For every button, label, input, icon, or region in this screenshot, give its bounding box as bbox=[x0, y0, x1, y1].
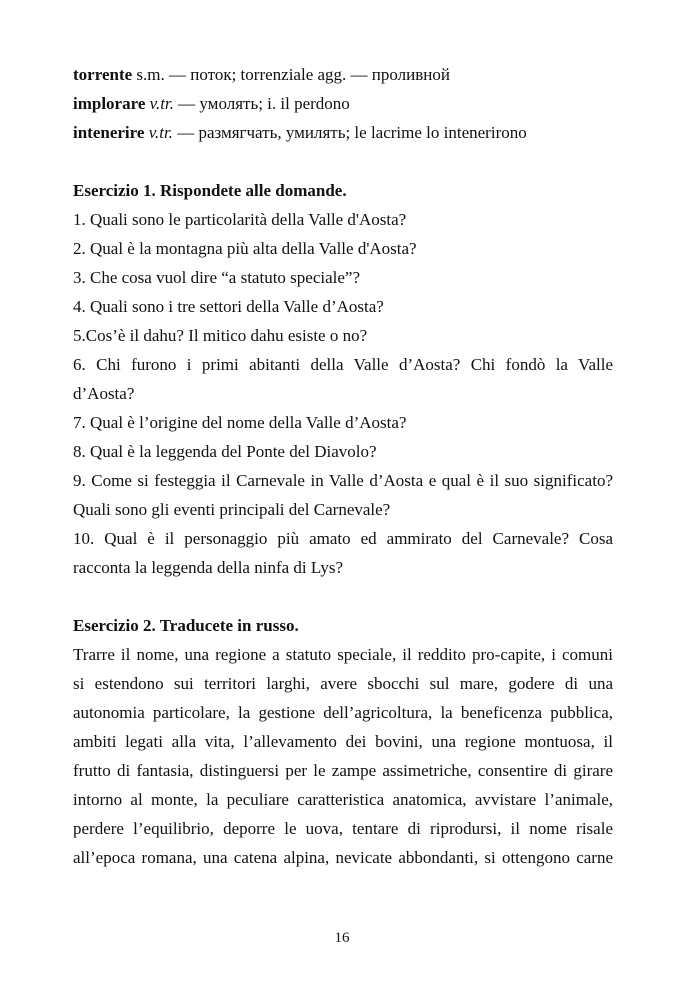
exercise1-line: 7. Qual è l’origine del nome della Valle d’Aosta? bbox=[73, 413, 407, 432]
exercise1-line: 3. Che cosa vuol dire “a statuto speciale”? bbox=[73, 268, 360, 287]
exercise1-line: 5.Cos’è il dahu? Il mitico dahu esiste o no? bbox=[73, 326, 368, 345]
exercise2-title: Esercizio 2. Traducete in russo. bbox=[73, 616, 299, 635]
exercise1-line: 9. Come si festeggia il Carnevale in Valle d’Aosta e qual è il suo significato? bbox=[73, 471, 613, 490]
exercise1-line: 1. Quali sono le particolarità della Valle d'Aosta? bbox=[73, 210, 407, 229]
exercise2-line: autonomia particolare, la gestione dell’agricoltura, la beneficenza pubblica, bbox=[73, 703, 613, 722]
glossary-term: intenerire bbox=[73, 123, 145, 142]
glossary-entry-torrente bbox=[73, 60, 613, 89]
exercise2-line: intorno al monte, la peculiare caratteristica anatomica, avvistare l’animale, bbox=[73, 790, 613, 809]
glossary-term: torrente bbox=[73, 65, 133, 84]
exercise1-line: 2. Qual è la montagna più alta della Valle d'Aosta? bbox=[73, 239, 417, 258]
exercise1-line: d’Aosta? bbox=[73, 384, 135, 403]
glossary-entry-intenerire bbox=[73, 118, 613, 147]
page-number: 16 bbox=[334, 930, 350, 946]
spacer bbox=[73, 582, 613, 611]
exercise1-line: 10. Qual è il personaggio più amato ed ammirato del Carnevale? Cosa bbox=[73, 529, 613, 548]
exercise2-line: frutto di fantasia, distinguersi per le zampe assimetriche, consentire di girare bbox=[73, 761, 613, 780]
exercise2-line: ambiti legati alla vita, l’allevamento dei bovini, una regione montuosa, il bbox=[73, 732, 613, 751]
exercise1-line: racconta la leggenda della ninfa di Lys? bbox=[73, 558, 343, 577]
glossary-definition: — умолять; i. il perdono bbox=[173, 94, 350, 113]
page-body bbox=[73, 60, 613, 872]
exercise1-line: 4. Quali sono i tre settori della Valle d’Aosta? bbox=[73, 297, 384, 316]
spacer bbox=[73, 147, 613, 176]
exercise1-line: 6. Chi furono i primi abitanti della Valle d’Aosta? Chi fondò la Valle bbox=[73, 355, 613, 374]
glossary-grammar: v.tr. bbox=[148, 123, 173, 142]
exercise1-line: 8. Qual è la leggenda del Ponte del Diavolo? bbox=[73, 442, 377, 461]
glossary-term: implorare bbox=[73, 94, 146, 113]
exercise2-line: perdere l’equilibrio, deporre le uova, tentare di riprodursi, il nome risale bbox=[73, 819, 613, 838]
exercise2-line: si estendono sui territori larghi, avere sbocchi sul mare, godere di una bbox=[73, 674, 613, 693]
glossary-entry-implorare bbox=[73, 89, 613, 118]
glossary-definition: — размягчать, умилять; le lacrime lo intenerirono bbox=[172, 123, 527, 142]
exercise2-line: Trarre il nome, una regione a statuto speciale, il reddito pro-capite, i comuni bbox=[73, 645, 613, 664]
exercise2-line: all’epoca romana, una catena alpina, nevicate abbondanti, si ottengono carne bbox=[73, 848, 613, 867]
glossary-grammar: s.m. bbox=[136, 65, 165, 84]
exercise1-title: Esercizio 1. Rispondete alle domande. bbox=[73, 181, 347, 200]
glossary-definition: — поток; torrenziale agg. — проливной bbox=[164, 65, 450, 84]
exercise1-line: Quali sono gli eventi principali del Carnevale? bbox=[73, 500, 391, 519]
glossary-grammar: v.tr. bbox=[149, 94, 174, 113]
